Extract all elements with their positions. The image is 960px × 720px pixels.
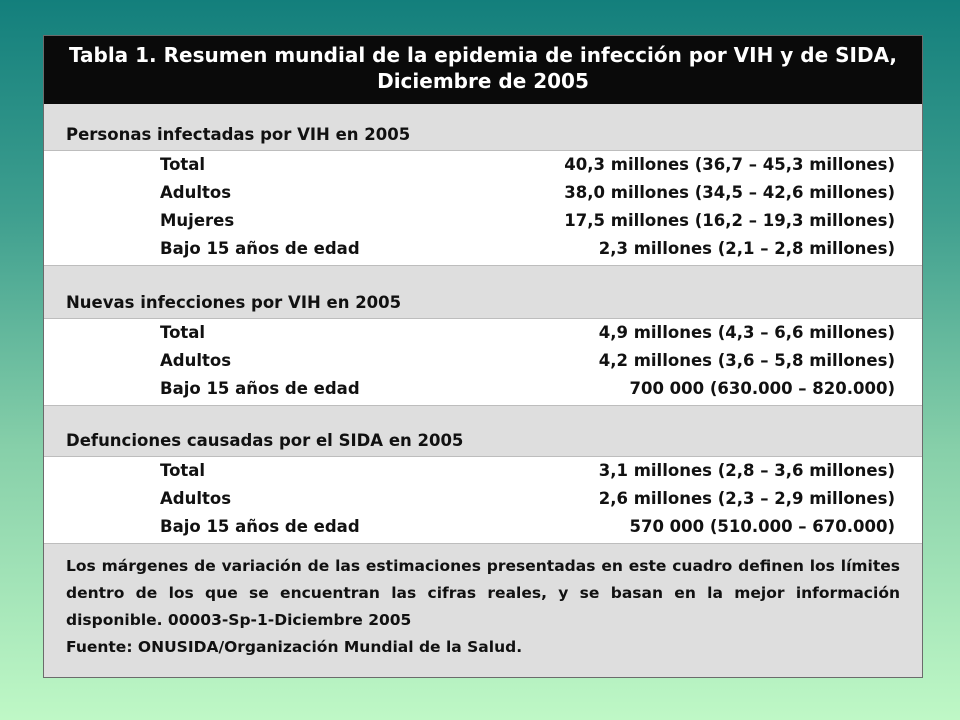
table-row [44,235,922,263]
table-row [44,151,922,179]
row-value: 700 000 (630.000 – 820.000) [629,379,895,398]
footnote-source: Fuente: ONUSIDA/Organización Mundial de la Salud. [66,638,523,656]
row-value: 38,0 millones (34,5 – 42,6 millones) [564,183,895,202]
row-label: Adultos [160,351,232,370]
row-label: Adultos [160,183,232,202]
table-row [44,513,922,541]
section-body-deaths [44,456,922,544]
section-heading-infected: Personas infectadas por VIH en 2005 [44,120,922,150]
table-row [44,375,922,403]
table-row [44,319,922,347]
row-value: 2,6 millones (2,3 – 2,9 millones) [598,489,895,508]
table-title-line2: Diciembre de 2005 [377,69,589,93]
section-heading-deaths: Defunciones causadas por el SIDA en 2005 [44,426,922,456]
row-label: Total [160,323,206,342]
section-body-new-infections [44,318,922,406]
footnote-line: dentro de los que se encuentran las cifras reales, y se basan en la mejor información [66,584,900,602]
table-row [44,179,922,207]
row-value: 4,9 millones (4,3 – 6,6 millones) [598,323,895,342]
row-value: 2,3 millones (2,1 – 2,8 millones) [598,239,895,258]
row-label: Bajo 15 años de edad [160,239,360,258]
footnote-line: disponible. 00003-Sp-1-Diciembre 2005 [66,611,412,629]
row-value: 4,2 millones (3,6 – 5,8 millones) [598,351,895,370]
footnote-line: Los márgenes de variación de las estimaciones presentadas en este cuadro definen los límites [66,557,900,575]
row-value: 3,1 millones (2,8 – 3,6 millones) [598,461,895,480]
table-footnote [66,553,900,661]
section-body-infected [44,150,922,266]
row-label: Bajo 15 años de edad [160,379,360,398]
row-label: Mujeres [160,211,235,230]
row-value: 40,3 millones (36,7 – 45,3 millones) [564,155,895,174]
row-label: Adultos [160,489,232,508]
row-label: Bajo 15 años de edad [160,517,360,536]
row-label: Total [160,155,206,174]
row-value: 570 000 (510.000 – 670.000) [629,517,895,536]
section-heading-new-infections: Nuevas infecciones por VIH en 2005 [44,288,922,318]
table-title [44,36,922,104]
table-row [44,207,922,235]
table-row [44,347,922,375]
table-title-line1: Tabla 1. Resumen mundial de la epidemia de infección por VIH y de SIDA, [68,43,898,67]
table-row [44,457,922,485]
row-label: Total [160,461,206,480]
summary-table [43,35,923,678]
table-row [44,485,922,513]
row-value: 17,5 millones (16,2 – 19,3 millones) [564,211,895,230]
